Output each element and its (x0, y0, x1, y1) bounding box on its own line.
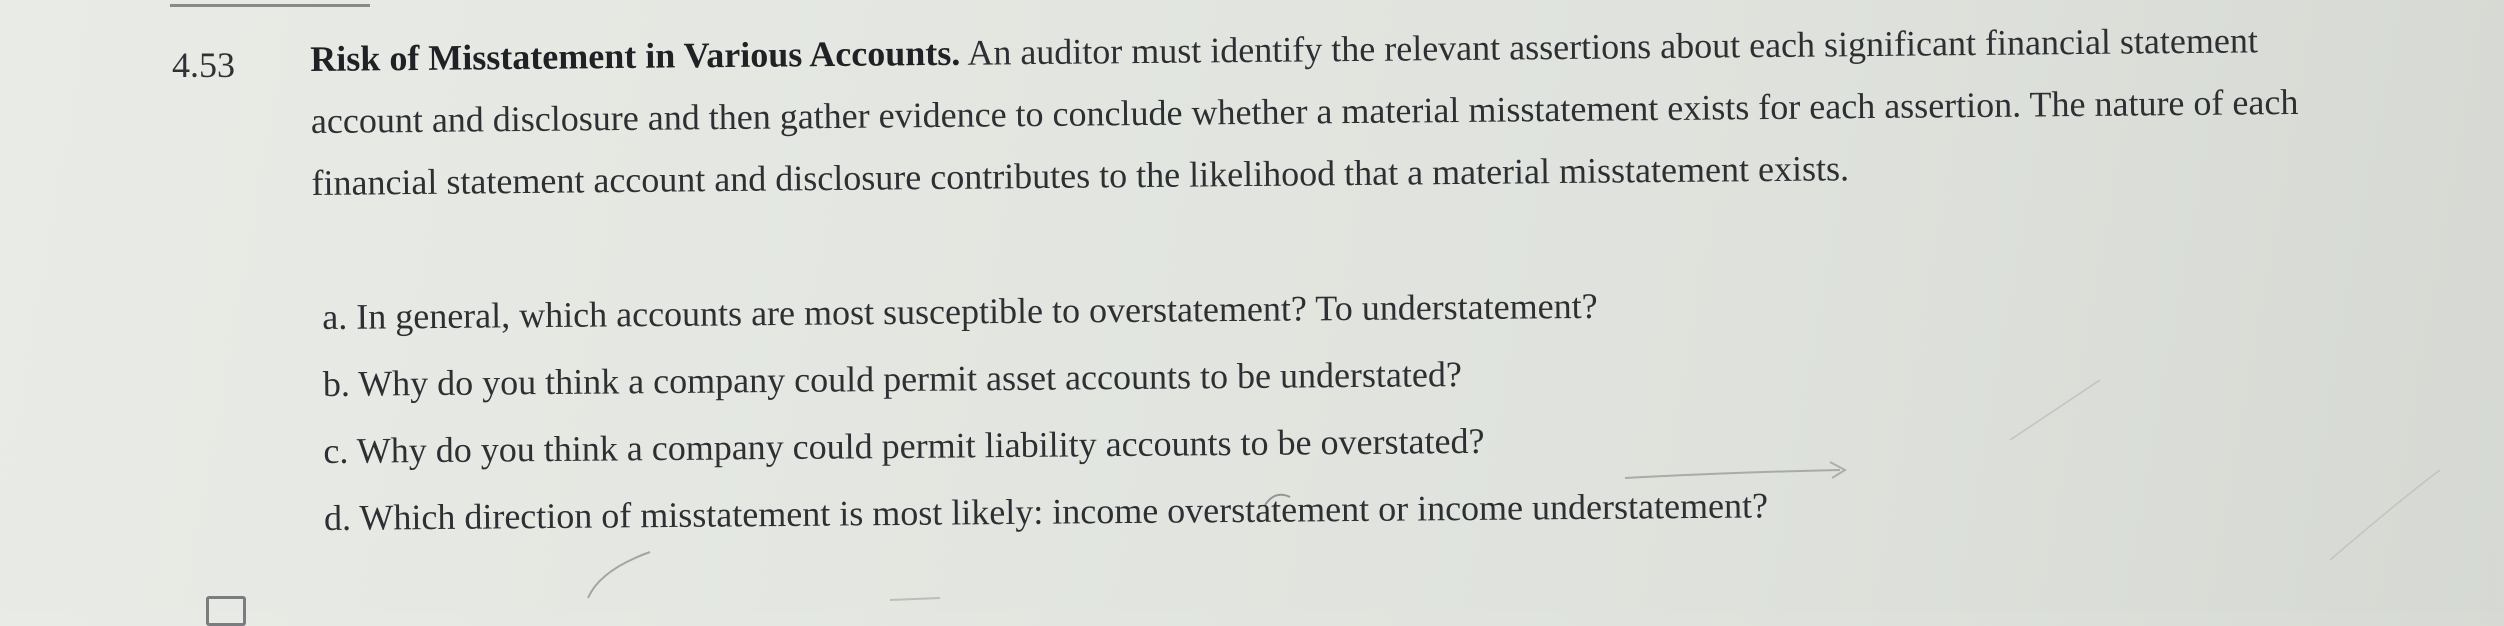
problem-body-text: An auditor must identify the relevant assertions about each significant financial statement account and disclosure and then gather evidence to conclude whether a material misstatement exists for each assertion. The nature of each financial statement account and disclosure contributes to the likelihood that a material misstatement exists. (310, 20, 2299, 203)
question-part-b: b. Why do you think a company could permit asset accounts to be understated? (322, 354, 1463, 404)
problem-number: 4.53 (172, 45, 235, 85)
question-part-a: a. In general, which accounts are most susceptible to overstatement? To understatement? (322, 285, 1598, 337)
pencil-stroke (1625, 470, 1840, 478)
question-part-d: d. Which direction of misstatement is most likely: income overstatement or income understatement? (323, 485, 1769, 538)
faint-stroke (2010, 380, 2100, 440)
faint-stroke (890, 598, 940, 600)
question-part-c: c. Why do you think a company could permit liability accounts to be overstated? (323, 420, 1485, 471)
pencil-caret (1265, 495, 1290, 505)
document-icon (206, 596, 246, 626)
faint-stroke (2330, 470, 2440, 560)
problem-title: Risk of Misstatement in Various Accounts. (310, 32, 961, 79)
pencil-tick (588, 552, 650, 598)
